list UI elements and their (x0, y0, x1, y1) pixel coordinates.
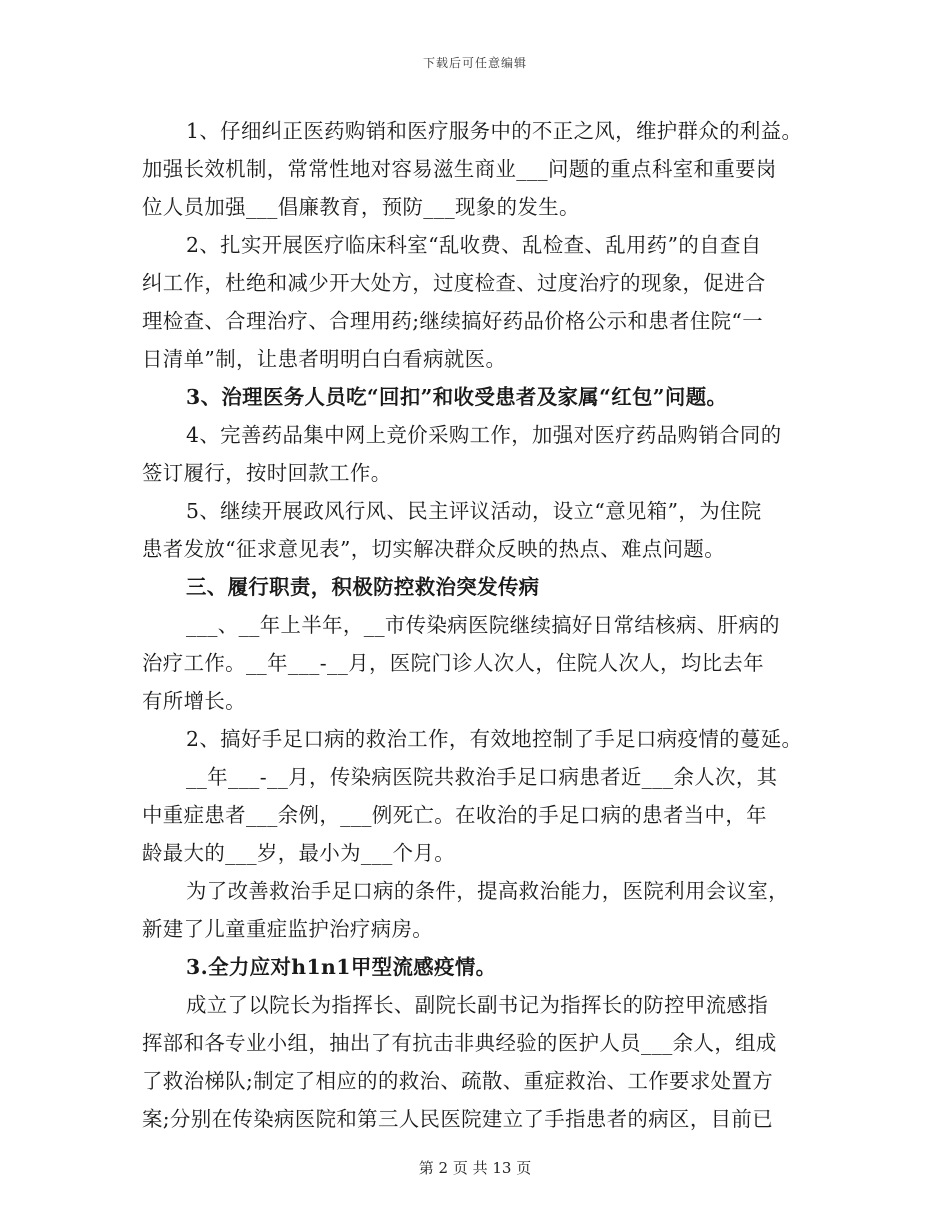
document-body (142, 112, 812, 1138)
page-footer: 第 2 页 共 13 页 (418, 1159, 532, 1177)
text-line: 中重症患者___余例，___例死亡。在收治的手足口病的患者当中，年 (142, 803, 767, 827)
page-header: 下载后可任意编辑 (422, 56, 527, 70)
text-line: __年___-__月，传染病医院共救治手足口病患者近___余人次，其 (186, 765, 778, 789)
text-line: 加强长效机制，常常性地对容易滋生商业___问题的重点科室和重要岗 (142, 157, 777, 181)
text-line: 4、完善药品集中网上竞价采购工作，加强对医疗药品购销合同的 (186, 423, 782, 447)
text-line: 案;分别在传染病医院和第三人民医院建立了手指患者的病区，目前已 (142, 1107, 773, 1131)
text-line: 患者发放“征求意见表”，切实解决群众反映的热点、难点问题。 (142, 537, 725, 561)
text-line: 挥部和各专业小组，抽出了有抗击非典经验的医护人员___余人，组成 (142, 1031, 777, 1055)
text-line: 日清单”制，让患者明明白白看病就医。 (142, 347, 507, 371)
section-heading-line: 3.全力应对h1n1甲型流感疫情。 (186, 955, 497, 979)
text-line: 位人员加强___倡廉教育，预防___现象的发生。 (142, 195, 580, 219)
text-line: 新建了儿童重症监护治疗病房。 (142, 917, 434, 941)
text-line: 2、扎实开展医疗临床科室“乱收费、乱检查、乱用药”的自查自 (186, 233, 762, 257)
text-line: 有所增长。 (142, 689, 246, 713)
text-line: 签订履行，按时回款工作。 (142, 461, 392, 485)
text-line: 理检查、合理治疗、合理用药;继续搞好药品价格公示和患者住院“一 (142, 309, 764, 333)
text-line: 治疗工作。__年___-__月，医院门诊人次人，住院人次人，均比去年 (142, 651, 765, 675)
text-line: 1、仔细纠正医药购销和医疗服务中的不正之风，维护群众的利益。 (186, 119, 803, 143)
text-line: 了救治梯队;制定了相应的的救治、疏散、重症救治、工作要求处置方 (142, 1069, 773, 1093)
section-heading-line: 三、履行职责，积极防控救治突发传病 (186, 575, 540, 599)
text-line: 为了改善救治手足口病的条件，提高救治能力，医院利用会议室， (186, 879, 789, 903)
text-line: ___、__年上半年，__市传染病医院继续搞好日常结核病、肝病的 (186, 613, 780, 637)
text-line: 2、搞好手足口病的救治工作，有效地控制了手足口病疫情的蔓延。 (186, 727, 803, 751)
text-line: 纠工作，杜绝和减少开大处方，过度检查、过度治疗的现象，促进合 (142, 271, 766, 295)
text-line: 5、继续开展政风行风、民主评议活动，设立“意见箱”，为住院 (186, 499, 762, 523)
section-heading-line: 3、治理医务人员吃“回扣”和收受患者及家属“红包”问题。 (186, 385, 728, 409)
text-line: 成立了以院长为指挥长、副院长副书记为指挥长的防控甲流感指 (186, 993, 769, 1017)
text-line: 龄最大的___岁，最小为___个月。 (142, 841, 456, 865)
